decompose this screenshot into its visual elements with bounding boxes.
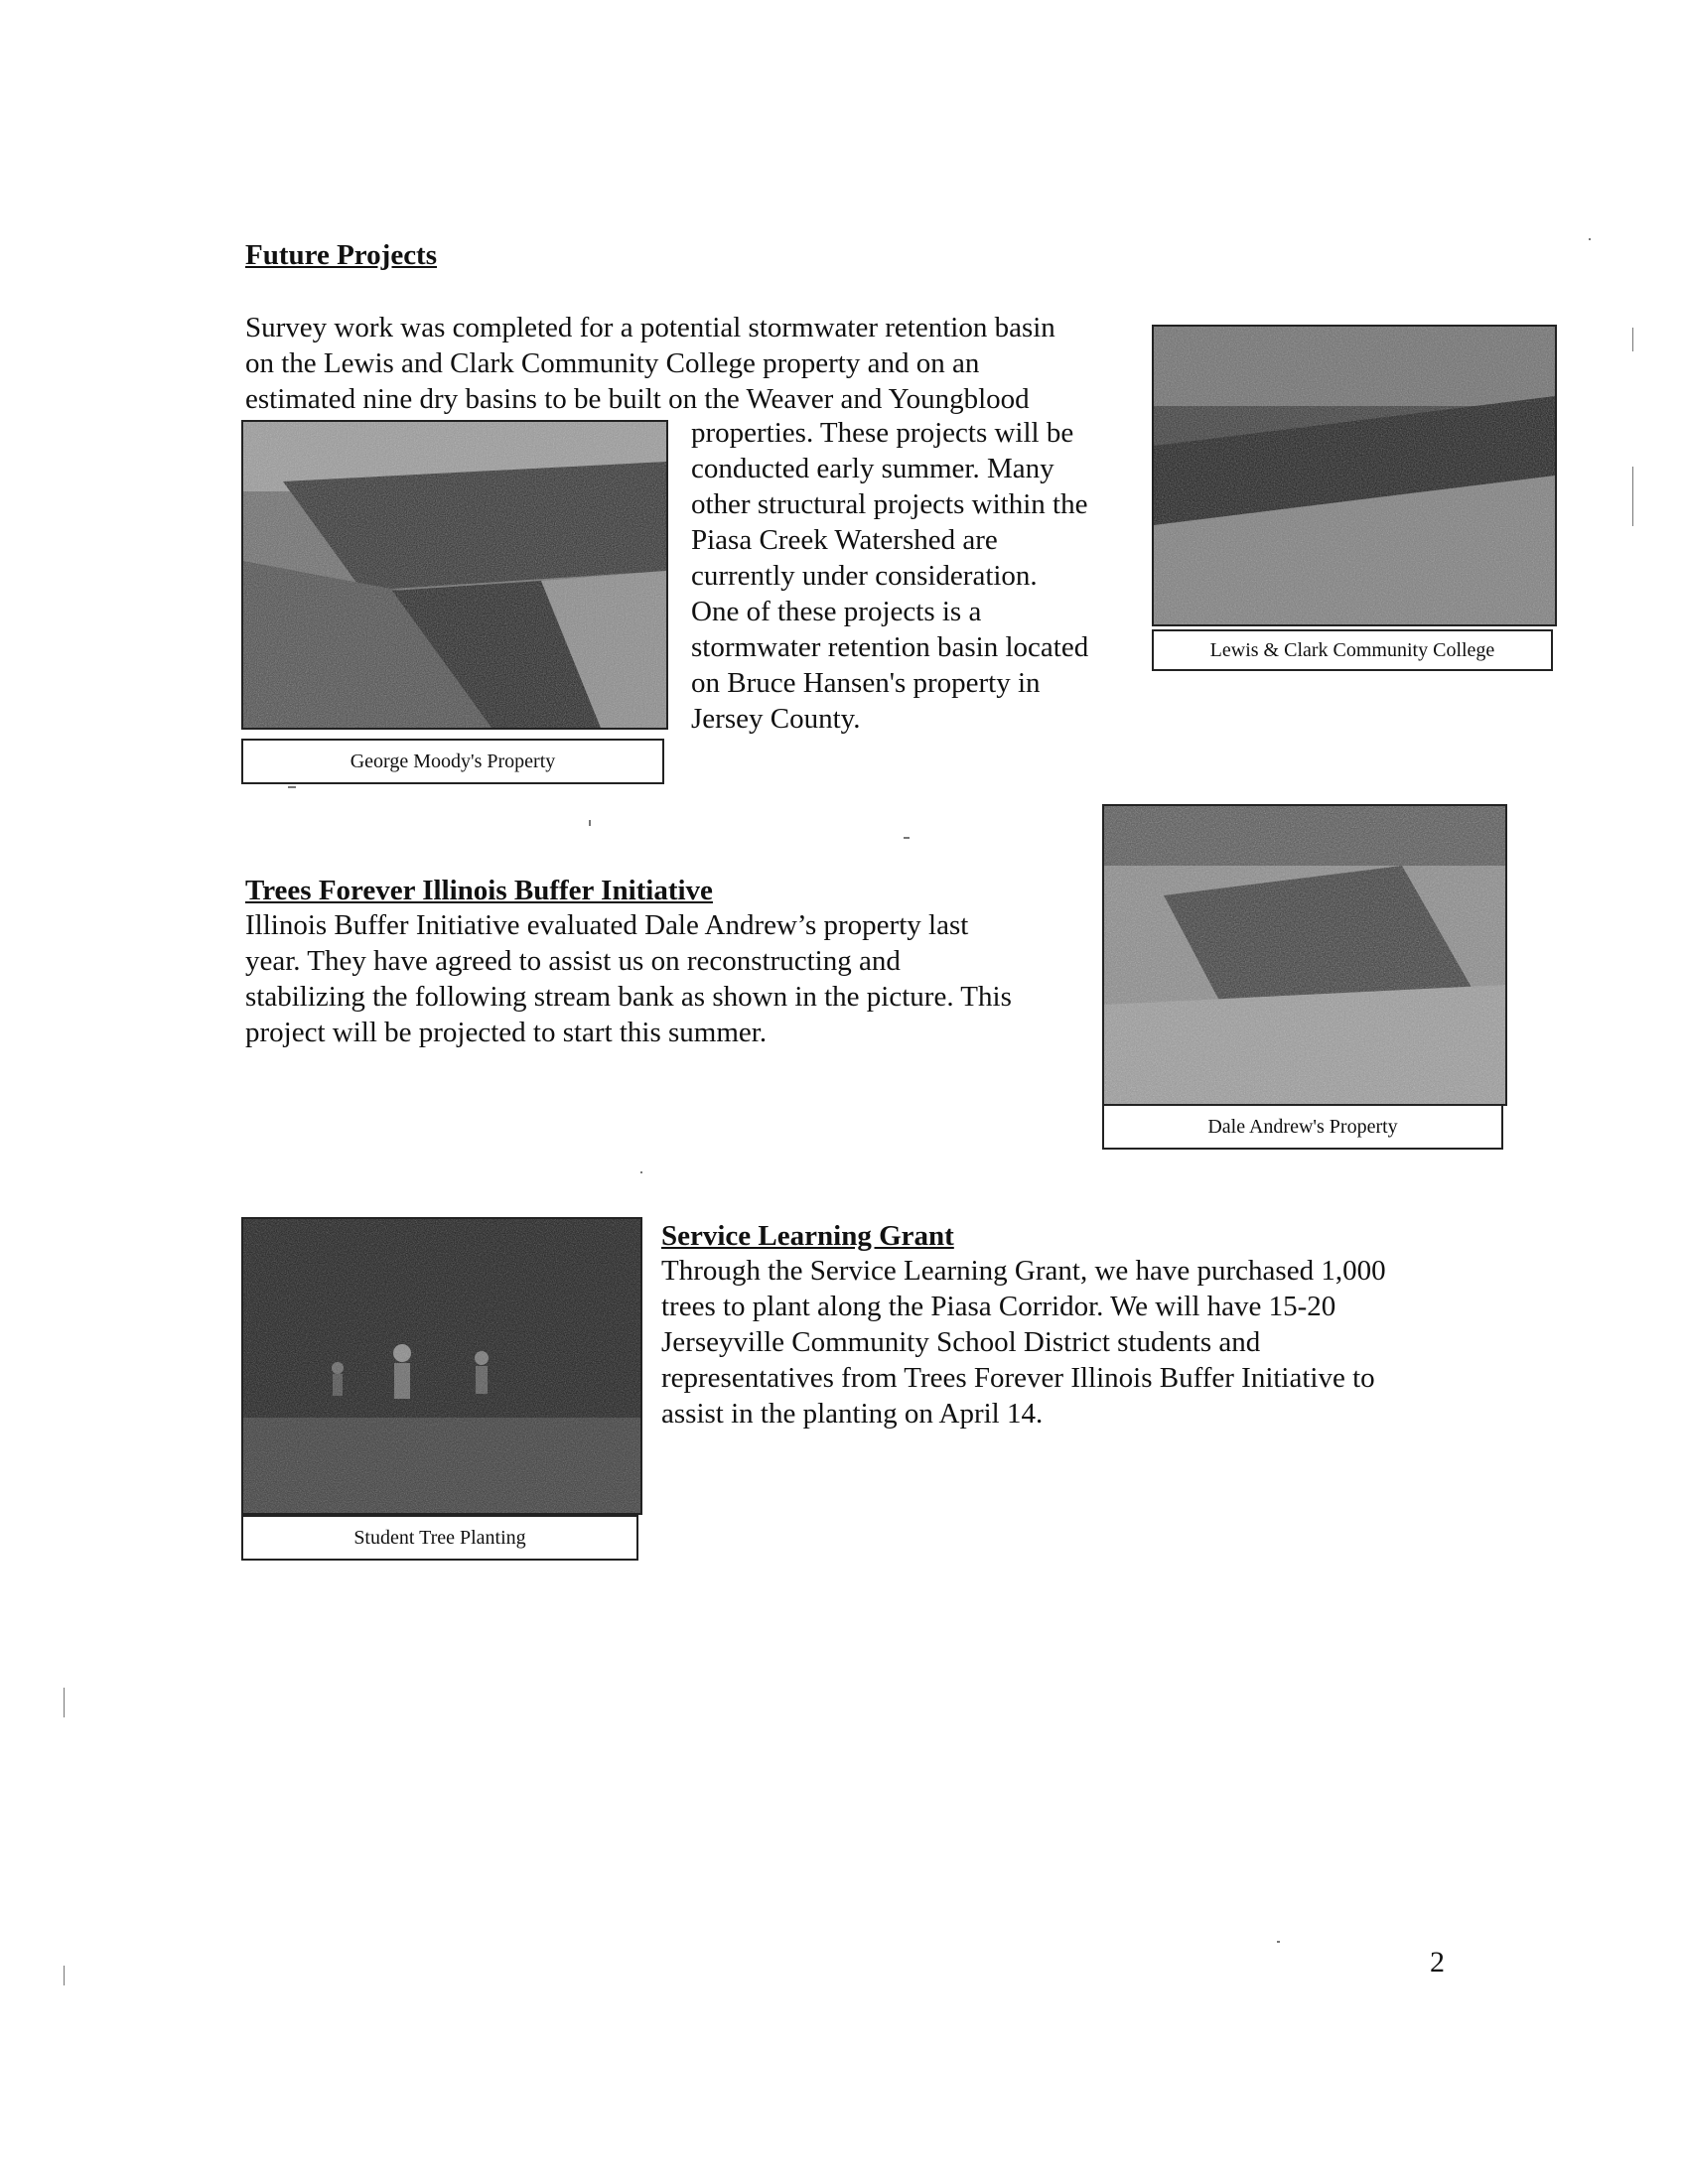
scan-speck: [1589, 238, 1591, 240]
scan-speck: [64, 1688, 65, 1717]
scan-speck: [64, 1966, 65, 1985]
scan-speck: [904, 837, 910, 839]
paragraph-line: Jersey County.: [691, 703, 861, 735]
paragraph-line: stabilizing the following stream bank as shown in the picture. This: [245, 981, 1012, 1013]
service-learning-heading: Service Learning Grant: [661, 1220, 954, 1252]
trees-forever-heading: Trees Forever Illinois Buffer Initiative: [245, 875, 713, 906]
scan-speck: [640, 1171, 642, 1173]
student-tree-planting-photo: [241, 1217, 642, 1515]
scan-speck: [288, 786, 296, 788]
paragraph-line: Illinois Buffer Initiative evaluated Dale Andrew’s property last: [245, 909, 969, 941]
paragraph-line: stormwater retention basin located: [691, 631, 1089, 663]
service-learning-paragraph: [661, 1253, 1386, 1432]
paragraph-line: project will be projected to start this summer.: [245, 1017, 768, 1048]
paragraph-line: Through the Service Learning Grant, we have purchased 1,000: [661, 1255, 1386, 1287]
paragraph-line: trees to plant along the Piasa Corridor. We will have 15-20: [661, 1291, 1336, 1322]
paragraph-line: assist in the planting on April 14.: [661, 1398, 1044, 1430]
paragraph-line: estimated nine dry basins to be built on the Weaver and Youngblood: [245, 383, 1030, 415]
george-moody-photo: [241, 420, 668, 730]
george-moody-caption: George Moody's Property: [241, 739, 664, 784]
scan-speck: [589, 820, 591, 826]
paragraph-line: other structural projects within the: [691, 488, 1088, 520]
future-projects-heading: Future Projects: [245, 239, 438, 271]
paragraph-line: conducted early summer. Many: [691, 453, 1054, 484]
paragraph-line: on Bruce Hansen's property in: [691, 667, 1041, 699]
student-tree-planting-caption: Student Tree Planting: [241, 1515, 638, 1561]
paragraph-line: Survey work was completed for a potential stormwater retention basin: [245, 312, 1055, 343]
paragraph-line: year. They have agreed to assist us on reconstructing and: [245, 945, 901, 977]
scan-speck: [1632, 328, 1633, 351]
future-projects-paragraph-wrapped: [691, 415, 1088, 737]
paragraph-line: representatives from Trees Forever Illinois Buffer Initiative to: [661, 1362, 1375, 1394]
dale-andrew-photo: [1102, 804, 1507, 1106]
paragraph-line: Jerseyville Community School District students and: [661, 1326, 1261, 1358]
paragraph-line: currently under consideration.: [691, 560, 1038, 592]
scan-speck: [1632, 467, 1633, 526]
paragraph-line: properties. These projects will be: [691, 417, 1074, 449]
lewis-clark-caption: Lewis & Clark Community College: [1152, 629, 1553, 671]
paragraph-line: Piasa Creek Watershed are: [691, 524, 998, 556]
future-projects-paragraph-top: [245, 310, 1055, 417]
dale-andrew-caption: Dale Andrew's Property: [1102, 1104, 1503, 1150]
page-number: 2: [1430, 1946, 1445, 1979]
lewis-clark-photo: [1152, 325, 1557, 626]
scan-speck: [1277, 1941, 1280, 1943]
trees-forever-paragraph: [245, 907, 1012, 1050]
paragraph-line: on the Lewis and Clark Community College property and on an: [245, 347, 980, 379]
paragraph-line: One of these projects is a: [691, 596, 982, 627]
